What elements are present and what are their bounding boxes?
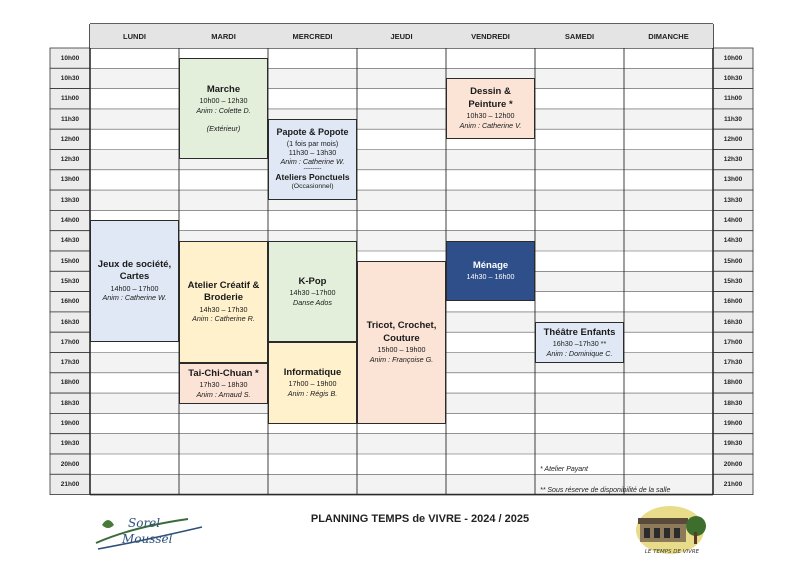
time-label-left: 15h00 <box>60 257 80 265</box>
activity-sub-2: (Occasionnel) <box>291 183 334 191</box>
time-label-left: 14h30 <box>60 237 80 245</box>
activity-title: Papote & Popote <box>276 127 349 138</box>
activity-atelier <box>179 241 268 363</box>
time-label-right: 15h30 <box>723 277 743 285</box>
day-header-jeudi: JEUDI <box>357 24 446 48</box>
time-label-right: 11h00 <box>723 95 743 103</box>
time-label-right: 10h00 <box>723 54 743 62</box>
activity-anim: Anim : Colette D. <box>196 105 251 115</box>
activity-title: Informatique <box>283 367 342 379</box>
activity-title: Tai-Chi-Chuan * <box>188 367 259 379</box>
time-label-left: 10h30 <box>60 74 80 82</box>
page-title: PLANNING TEMPS de VIVRE - 2024 / 2025 <box>310 513 530 525</box>
time-label-left: 17h00 <box>60 338 80 346</box>
activity-time: 16h30 –17h30 ** <box>552 338 607 348</box>
activity-taichi <box>179 363 268 404</box>
time-label-left: 18h30 <box>60 399 80 407</box>
activity-title: Ménage <box>472 259 509 271</box>
svg-text:Moussel: Moussel <box>122 532 173 546</box>
time-label-left: 18h00 <box>60 379 80 387</box>
time-label-left: 16h00 <box>60 298 80 306</box>
activity-sub: (1 fois par mois) <box>286 139 339 149</box>
time-label-left: 20h00 <box>60 460 80 468</box>
time-label-left: 12h00 <box>60 135 80 143</box>
activity-title: Tricot, Crochet, <box>366 320 437 332</box>
activity-title-2: Broderie <box>203 292 244 304</box>
activity-anim: Anim : Catherine R. <box>192 314 255 324</box>
time-label-left: 19h00 <box>60 420 80 428</box>
time-label-left: 17h30 <box>60 359 80 367</box>
time-label-right: 17h00 <box>723 338 743 346</box>
activity-separator: -------- <box>303 165 322 173</box>
time-label-right: 16h00 <box>723 298 743 306</box>
activity-title-2: Couture <box>383 332 420 344</box>
time-label-right: 18h00 <box>723 379 743 387</box>
time-label-left: 13h00 <box>60 176 80 184</box>
time-label-right: 13h30 <box>723 196 743 204</box>
activity-kpop <box>268 241 357 342</box>
time-label-right: 14h00 <box>723 217 743 225</box>
time-label-left: 11h00 <box>60 95 80 103</box>
time-label-left: 10h00 <box>60 54 80 62</box>
activity-title: Marche <box>206 83 241 95</box>
activity-time: 17h30 – 18h30 <box>199 379 248 389</box>
activity-anim: Danse Ados <box>293 297 332 307</box>
activity-title: Dessin & <box>470 86 511 98</box>
time-label-right: 19h30 <box>723 440 743 448</box>
time-label-right: 20h00 <box>723 460 743 468</box>
activity-anim: Anim : Catherine W. <box>280 157 345 167</box>
time-label-left: 11h30 <box>60 115 80 123</box>
activity-title: Jeux de société, <box>97 258 172 270</box>
activity-time: 14h00 – 17h00 <box>110 283 159 293</box>
time-label-right: 17h30 <box>723 359 743 367</box>
time-label-right: 16h30 <box>723 318 743 326</box>
activity-menage <box>446 241 535 301</box>
time-label-right: 18h30 <box>723 399 743 407</box>
activity-anim: Anim : Arnaud S. <box>196 389 251 399</box>
time-label-left: 21h00 <box>60 480 80 488</box>
time-label-right: 14h30 <box>723 237 743 245</box>
day-header-samedi: SAMEDI <box>535 24 624 48</box>
time-label-right: 12h00 <box>723 135 743 143</box>
activity-time: 10h30 – 12h00 <box>466 111 515 121</box>
activity-anim: Anim : Françoise G. <box>369 354 434 364</box>
time-label-right: 15h00 <box>723 257 743 265</box>
activity-title: Atelier Créatif & <box>187 279 260 291</box>
note-reserve: ** Sous réserve de disponibilité de la salle <box>540 487 671 494</box>
activity-marche <box>179 58 268 159</box>
activity-papote <box>268 119 357 200</box>
time-label-left: 14h00 <box>60 217 80 225</box>
activity-dessin <box>446 78 535 139</box>
activity-time: 14h30 – 17h30 <box>199 304 248 314</box>
time-label-left: 13h30 <box>60 196 80 204</box>
activity-title-2: Cartes <box>119 271 150 283</box>
time-label-right: 13h00 <box>723 176 743 184</box>
time-label-right: 11h30 <box>723 115 743 123</box>
svg-text:Sorel: Sorel <box>128 516 161 530</box>
activity-time: 14h30 – 16h00 <box>466 272 515 282</box>
time-label-right: 12h30 <box>723 156 743 164</box>
day-header-mercredi: MERCREDI <box>268 24 357 48</box>
day-header-mardi: MARDI <box>179 24 268 48</box>
activity-time: 15h00 – 19h00 <box>377 345 426 355</box>
activity-theatre <box>535 322 624 363</box>
activity-anim: Anim : Catherine V. <box>459 120 522 130</box>
activity-jeux <box>90 220 179 342</box>
activity-anim: Anim : Catherine W. <box>102 293 167 303</box>
activity-extra: (Extérieur) <box>206 123 241 133</box>
activity-title-2: Ateliers Ponctuels <box>275 172 350 183</box>
activity-time: 17h00 – 19h00 <box>288 379 337 389</box>
time-label-left: 12h30 <box>60 156 80 164</box>
svg-text:LE TEMPS DE VIVRE: LE TEMPS DE VIVRE <box>644 549 700 555</box>
activity-time: 14h30 –17h00 <box>289 287 336 297</box>
time-label-left: 16h30 <box>60 318 80 326</box>
time-label-left: 15h30 <box>60 277 80 285</box>
activity-title: K-Pop <box>298 275 327 287</box>
activity-anim: Anim : Dominique C. <box>546 348 613 358</box>
note-paid: * Atelier Payant <box>540 466 588 473</box>
day-header-vendredi: VENDREDI <box>446 24 535 48</box>
activity-tricot <box>357 261 446 424</box>
time-label-left: 19h30 <box>60 440 80 448</box>
time-label-right: 21h00 <box>723 480 743 488</box>
day-header-dimanche: DIMANCHE <box>624 24 713 48</box>
activity-time: 11h30 – 13h30 <box>288 148 337 158</box>
temps-de-vivre-logo <box>634 504 710 562</box>
activity-informatique <box>268 342 357 424</box>
day-header-lundi: LUNDI <box>90 24 179 48</box>
activity-time: 10h00 – 12h30 <box>199 96 248 106</box>
activity-title: Théâtre Enfants <box>543 326 616 338</box>
sorel-moussel-logo <box>92 505 208 555</box>
activity-anim: Anim : Régis B. <box>287 389 338 399</box>
time-label-right: 19h00 <box>723 420 743 428</box>
activity-title-2: Peinture * <box>468 98 513 110</box>
time-label-right: 10h30 <box>723 74 743 82</box>
